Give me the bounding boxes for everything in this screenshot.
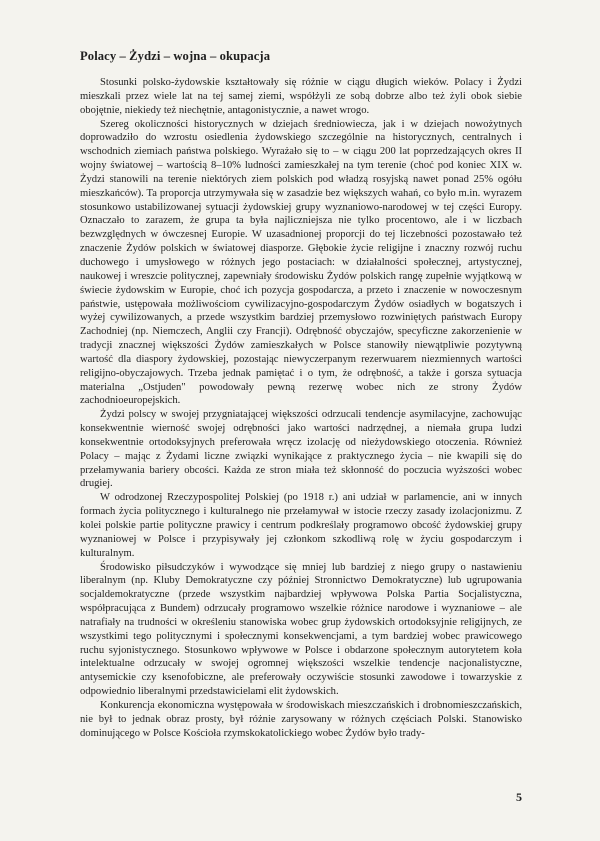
- page-number: 5: [516, 790, 522, 804]
- body-text: [80, 76, 522, 741]
- paragraph: Stosunki polsko-żydowskie kształtowały się różnie w ciągu długich wieków. Polacy i Żydzi mieszkali przez wiele lat na tej samej ziemi, współżyli ze sobą dobrze albo też żyli obok siebie obojętnie, niekiedy też niechętnie, antagonistycznie, a nawet wrogo.: [80, 77, 522, 116]
- paragraph: Konkurencja ekonomiczna występowała w środowiskach mieszczańskich i drobnomieszczańskich, nie był to jednak obraz prosty, był różnie zarysowany w różnych częściach Polski. Stanowisko dominującego w Polsce Kościoła rzymskokatolickiego wobec Żydów było trady-: [80, 699, 522, 739]
- paragraph: Szereg okoliczności historycznych w dziejach średniowiecza, jak i w dziejach nowożytnych doprowadziło do wzrostu osiedlenia żydowskiego szczególnie na historycznych, centralnych i wschodnich ziemiach państwa polskiego. Wyrażało się to – w ciągu 200 lat poprzedzających okres II wojny światowej – wartością 8–10% ludności zamieszkałej na tym terenie (choć pod koniec XIX w. Żydzi stanowili na terenie niektórych ziem polskich pod władzą rosyjską nawet ponad 25% ogółu mieszkańców). Ta proporcja utrzymywała się w zasadzie bez większych wahań, co było m.in. wyrazem stosunkowo ustabilizowanej sytuacji żydowskiej grupy wyznaniowo-narodowej w tej części Europy. Oznaczało to zarazem, że grupa ta była najliczniejsza nie tylko procentowo, ale i w liczbach bezwzględnych w ówczesnej Europie. W uzasadnionej proporcji do tej liczebności pozostawało też znaczenie Żydów polskich w światowej diasporze. Głębokie życie religijne i znaczny rozwój ruchu duchowego i umysłowego w różnych jego postaciach: w działalności społecznej, artystycznej, naukowej i wreszcie politycznej, zapewniały środowisku Żydów polskich rangę zupełnie wyjątkową w świecie żydowskim w Europie, choć ich pozycja gospodarcza, a przeto i znaczenie w nowoczesnym państwie, ustępowała możliwościom cywilizacyjno-gospodarczym Żydów osiadłych w bogatszych i wyżej cywilizowanych, a przede wszystkim bardziej przemysłowo rozwiniętych państwach Europy Zachodniej (np. Niemczech, Anglii czy Francji). Odrębność obyczajów, specyficzne zakorzenienie w tradycji znacznej większości Żydów zamieszkałych w Polsce stanowiły niewątpliwie pozytywną wartość dla diaspory żydowskiej, pozostając niewyczerpanym rezerwuarem niezmiennych wartości religijno-obyczajowych. Trzeba jednak pamiętać i o tym, że odrębność, a także i gorsza sytuacja materialna „Ostjuden" powodowały pewną rezerwę wobec nich ze strony Żydów zachodnioeuropejskich.: [80, 118, 522, 407]
- paragraph: Środowisko piłsudczyków i wywodzące się mniej lub bardziej z niego grupy o nastawieniu liberalnym (np. Kluby Demokratyczne czy później Stronnictwo Demokratyczne) lub ugrupowania socjaldemokratyczne (przede wszystkim najbardziej wpływowa Polska Partia Socjalistyczna, współpracująca z Bundem) odrzucały programowo wszelkie różnice narodowe i wyznaniowe – ale natrafiały na trudności w określeniu stanowiska wobec grup żydowskich ortodoksyjnie religijnych, ze wszystkimi tego politycznymi i społecznymi konsekwencjami, a tym bardziej wobec prawicowego ruchu syjonistycznego. Stosunkowo wpływowe w Polsce i obdarzone społecznym autorytetem koła intelektualne odrzucały w swojej ogromnej większości wszelkie tendencje nacjonalistyczne, antysemickie czy ksenofobiczne, ale preferowały oczywiście stosunki zawodowe i towarzyskie z odpowiednio liberalnymi przedstawicielami elit żydowskich.: [80, 561, 522, 698]
- paragraph: Żydzi polscy w swojej przygniatającej większości odrzucali tendencje asymilacyjne, zachowując konsekwentnie wierność swojej odrębności jako wartości nadrzędnej, a niemała grupa ludzi konsekwentnie ortodoksyjnych preferowała wręcz izolację od nieżydowskiego otoczenia. Również Polacy – mając z Żydami liczne związki wynikające z praktycznego życia – nie kwapili się do przełamywania bariery obcości. Każda ze stron miała też skłonność do poczucia wyższości wobec drugiej.: [80, 409, 522, 490]
- paragraph: W odrodzonej Rzeczypospolitej Polskiej (po 1918 r.) ani udział w parlamencie, ani w innych formach życia politycznego i kulturalnego nie przełamywał w istocie rzeczy zasady izolacjonizmu. Z kolei polskie partie polityczne prawicy i centrum podkreślały programowo obcość żydowskiej grupy wyznaniowej w Polsce i przypisywały jej członkom szkodliwą rolę w życiu gospodarczym i kulturalnym.: [80, 492, 522, 559]
- section-heading: Polacy – Żydzi – wojna – okupacja: [80, 49, 271, 63]
